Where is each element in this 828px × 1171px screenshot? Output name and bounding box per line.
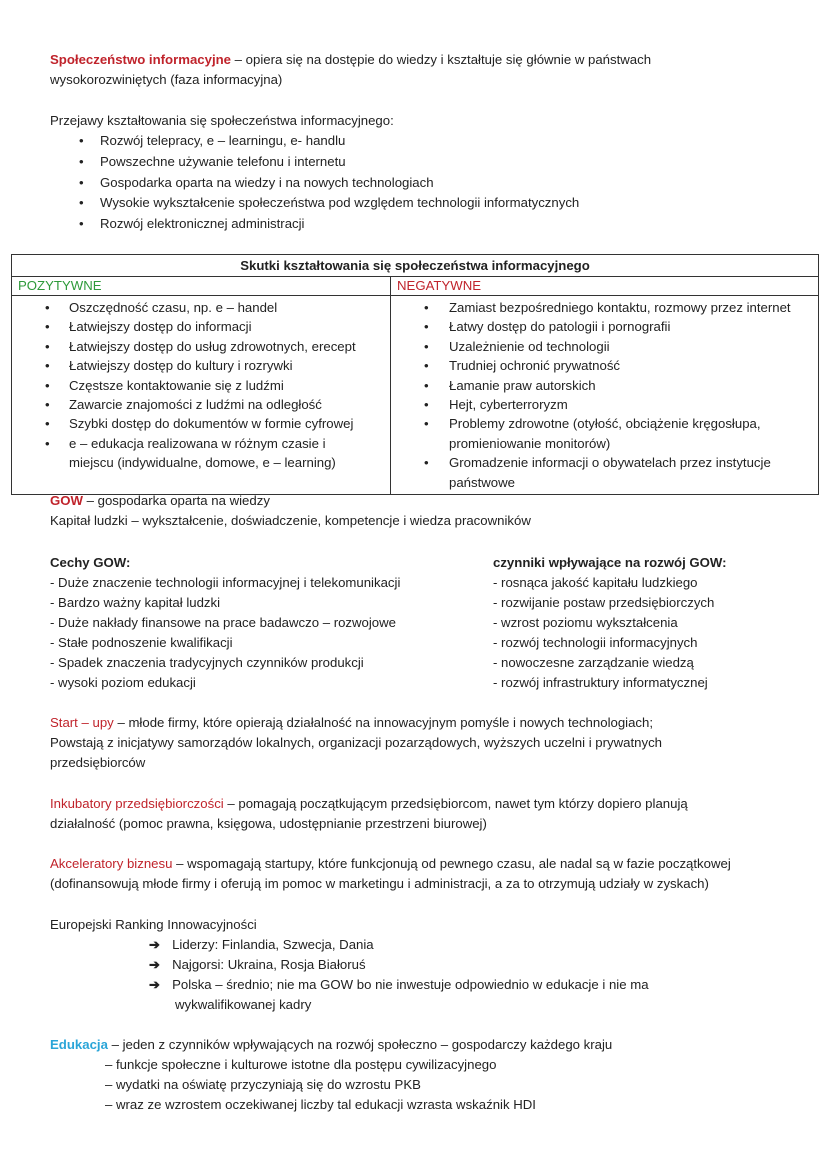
bullet-icon: • [79,195,84,211]
skutki-table [11,254,819,495]
cechy-item: - wysoki poziom edukacji [50,675,196,690]
cechy-item: - Stałe podnoszenie kwalifikacji [50,635,233,650]
bullet-icon: • [79,174,84,190]
bullet-icon: • [45,377,50,393]
edukacja-item: – wydatki na oświatę przyczyniają się do wzrostu PKB [105,1077,421,1092]
negative-column [391,296,819,495]
bullet-icon: • [79,216,84,232]
czynniki-item: - nowoczesne zarządzanie wiedzą [493,655,694,670]
arrow-right-icon: ➔ [149,977,161,992]
arrow-right-icon: ➔ [149,957,161,972]
list-item: • Trudniej ochronić prywatność [391,356,818,375]
edukacja-item: – wraz ze wzrostem oczekiwanej liczby tal edukacji wzrasta wskaźnik HDI [105,1097,536,1112]
bullet-icon: • [424,358,429,374]
bullet-icon: • [45,338,50,354]
bullet-icon: • [424,338,429,354]
list-item: • Problemy zdrowotne (otyłość, obciążenie kręgosłupa, promieniowanie monitorów) [424,416,761,451]
startup-line-1: Start – upy – młode firmy, które opierają działalność na innowacyjnym pomyśle i nowych technologiach; [50,715,654,730]
list-item: • Rozwój telepracy, e – learningu, e- handlu [100,131,579,152]
cechy-item: - Duże znaczenie technologii informacyjnej i telekomunikacji [50,575,401,590]
list-item: • Łatwiejszy dostęp do informacji [12,317,390,336]
arrow-right-icon: ➔ [149,937,161,952]
intro-term: Społeczeństwo informacyjne [50,52,232,67]
list-item: • Gospodarka oparta na wiedzy i na nowych technologiach [100,173,579,194]
list-item: • Hejt, cyberterroryzm [391,395,818,414]
akceleratory-line-1: Akceleratory biznesu – wspomagają startupy, które funkcjonują od pewnego czasu, ale nadal są w fazie początkowej [50,856,731,871]
bullet-icon: • [45,416,50,432]
list-item: • Łamanie praw autorskich [391,376,818,395]
list-item: • Łatwiejszy dostęp do kultury i rozrywki [12,356,390,375]
positive-header: POZYTYWNE [12,277,391,296]
list-item: • e – edukacja realizowana w różnym czasie i miejscu (indywidualne, domowe, e – learning) [45,435,336,471]
positive-column [12,296,391,495]
ranking-item-continuation: wykwalifikowanej kadry [175,997,312,1012]
przejawy-list [79,131,580,235]
ranking-item: ➔ Najgorsi: Ukraina, Rosja Białoruś [149,957,366,972]
list-item: • Łatwiejszy dostęp do usług zdrowotnych, erecept [12,337,390,356]
czynniki-item: - wzrost poziomu wykształcenia [493,615,678,630]
bullet-icon: • [424,455,429,471]
edukacja-item: – funkcje społeczne i kulturowe istotne dla postępu cywilizacyjnego [105,1057,497,1072]
czynniki-heading: czynniki wpływające na rozwój GOW: [493,555,727,570]
inkubatory-line-1: Inkubatory przedsiębiorczości – pomagają początkującym przedsiębiorcom, nawet tym którzy dopiero planują [50,796,688,811]
list-item: • Oszczędność czasu, np. e – handel [12,298,390,317]
bullet-icon: • [424,319,429,335]
cechy-item: - Spadek znaczenia tradycyjnych czynników produkcji [50,655,364,670]
negative-header: NEGATYWNE [391,277,819,296]
ranking-item: ➔ Polska – średnio; nie ma GOW bo nie inwestuje odpowiednio w edukacje i nie ma [149,977,649,992]
ranking-heading: Europejski Ranking Innowacyjności [50,917,257,932]
przejawy-heading: Przejawy kształtowania się społeczeństwa informacyjnego: [50,113,394,128]
list-item: • Gromadzenie informacji o obywatelach przez instytucje państwowe [424,455,771,490]
list-item: • Uzależnienie od technologii [391,337,818,356]
intro-line-2: wysokorozwiniętych (faza informacyjna) [50,72,283,87]
list-item: • Rozwój elektronicznej administracji [100,214,579,235]
gow-term: GOW [50,493,83,508]
czynniki-item: - rosnąca jakość kapitału ludzkiego [493,575,698,590]
list-item: • Zawarcie znajomości z ludźmi na odległość [12,395,390,414]
bullet-icon: • [79,133,84,148]
czynniki-item: - rozwój technologii informacyjnych [493,635,698,650]
czynniki-item: - rozwój infrastruktury informatycznej [493,675,708,690]
akceleratory-term: Akceleratory biznesu [50,856,173,871]
akceleratory-line-2: (dofinansowują młode firmy i oferują im pomoc w marketingu i administracji, a za to otrzymują udziały w zyskach) [50,876,709,891]
bullet-icon: • [45,300,50,315]
bullet-icon: • [45,319,50,335]
edukacja-term: Edukacja [50,1037,108,1052]
bullet-icon: • [45,358,50,374]
bullet-icon: • [45,397,50,413]
gow-definition: – gospodarka oparta na wiedzy [82,493,270,508]
list-item: • Szybki dostęp do dokumentów w formie cyfrowej [12,414,390,433]
list-item: • Zamiast bezpośredniego kontaktu, rozmowy przez internet [391,298,818,317]
intro-line-1 [50,50,651,70]
ranking-item: ➔ Liderzy: Finlandia, Szwecja, Dania [149,937,374,952]
intro-definition: – opiera się na dostępie do wiedzy i kształtuje się głównie w państwach [231,52,652,67]
list-item: • Łatwy dostęp do patologii i pornografii [391,317,818,336]
bullet-icon: • [79,153,84,169]
bullet-icon: • [424,377,429,393]
negative-list [391,296,818,492]
startup-line-3: przedsiębiorców [50,755,146,770]
czynniki-item: - rozwijanie postaw przedsiębiorczych [493,595,715,610]
list-item: • Wysokie wykształcenie społeczeństwa pod względem technologii informatycznych [100,193,579,214]
startup-line-2: Powstają z inicjatywy samorządów lokalnych, organizacji pozarządowych, wyższych uczelni i prywatnych [50,735,663,750]
bullet-icon: • [424,416,429,432]
list-item: • Częstsze kontaktowanie się z ludźmi [12,376,390,395]
edukacja-line-1: Edukacja – jeden z czynników wpływających na rozwój społeczno – gospodarczy każdego kraju [50,1037,613,1052]
startup-term: Start – upy [50,715,114,730]
cechy-gow-heading: Cechy GOW: [50,555,131,570]
list-item: • Powszechne używanie telefonu i internetu [100,152,579,173]
bullet-icon: • [45,435,50,451]
skutki-table-title: Skutki kształtowania się społeczeństwa informacyjnego [12,255,819,277]
positive-list [12,296,390,473]
bullet-icon: • [424,397,429,413]
inkubatory-term: Inkubatory przedsiębiorczości [50,796,224,811]
cechy-item: - Duże nakłady finansowe na prace badawczo – rozwojowe [50,615,396,630]
bullet-icon: • [424,300,429,315]
kapital-ludzki-line: Kapitał ludzki – wykształcenie, doświadczenie, kompetencje i wiedza pracowników [50,513,531,528]
inkubatory-line-2: działalność (pomoc prawna, księgowa, udostępnianie przestrzeni biurowej) [50,816,487,831]
gow-line [50,491,270,511]
cechy-item: - Bardzo ważny kapitał ludzki [50,595,221,610]
